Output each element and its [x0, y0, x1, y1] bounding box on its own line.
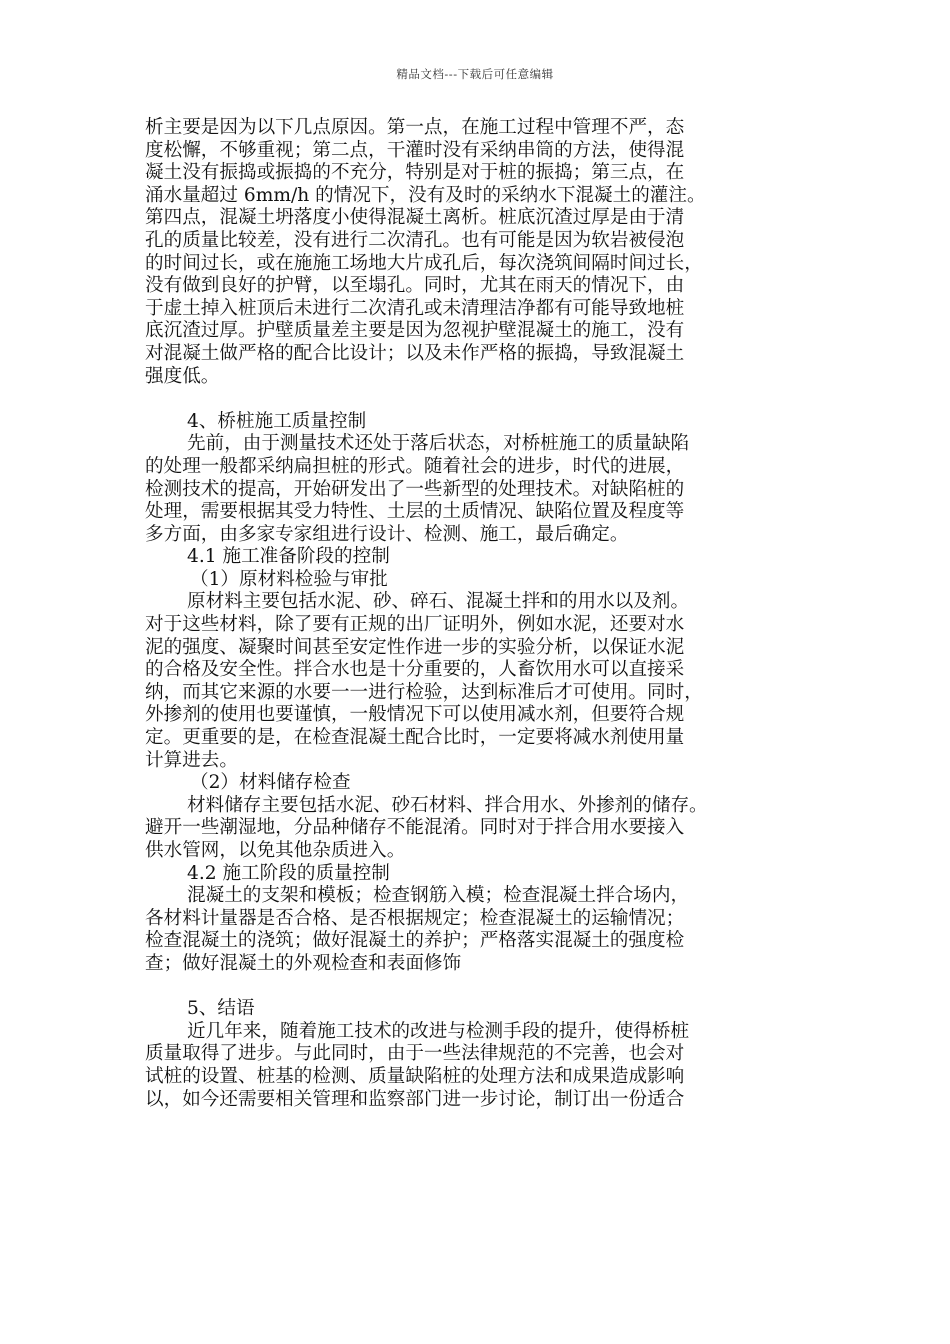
paragraph-line: 多方面，由多家专家组进行设计、检测、施工，最后确定。	[145, 523, 629, 545]
paragraph	[145, 1021, 813, 1111]
heading-text: 4.2 施工阶段的质量控制	[187, 862, 390, 884]
section-heading	[145, 546, 813, 569]
paragraph	[145, 433, 813, 546]
heading-text: （2）材料储存检查	[190, 772, 351, 794]
paragraph-line: 强度低。	[145, 365, 220, 387]
paragraph-line: 纳，而其它来源的水要一一进行检验，达到标准后才可使用。同时，	[145, 681, 703, 703]
paragraph-line: 的处理一般都采纳扁担桩的形式。随着社会的进步，时代的进展，	[145, 455, 685, 477]
paragraph-line: 计算进去。	[145, 749, 238, 771]
paragraph-line: 以，如今还需要相关管理和监察部门进一步讨论，制订出一份适合	[145, 1088, 685, 1110]
paragraph-line: 底沉渣过厚。护壁质量差主要是因为忽视护壁混凝土的施工，没有	[145, 320, 685, 342]
document-body	[145, 117, 813, 1111]
paragraph-line: 先前，由于测量技术还处于落后状态，对桥桩施工的质量缺陷	[187, 433, 690, 455]
paragraph-line: 供水管网，以免其他杂质进入。	[145, 840, 406, 861]
paragraph-line: 对混凝土做严格的配合比设计；以及未作严格的振捣，导致混凝土	[145, 342, 685, 364]
paragraph-line: 定。更重要的是，在检查混凝土配合比时，一定要将减水剂使用量	[145, 727, 685, 749]
paragraph-line: 度松懈，不够重视；第二点，干灌时没有采纳串筒的方法，使得混	[145, 139, 685, 161]
heading-text: 4.1 施工准备阶段的控制	[187, 546, 390, 568]
paragraph-line: 处理，需要根据其受力特性、土层的土质情况、缺陷位置及程度等	[145, 501, 685, 523]
paragraph-line: 近几年来，随着施工技术的改进与检测手段的提升，使得桥桩	[187, 1020, 690, 1042]
paragraph-line: 外掺剂的使用也要谨慎，一般情况下可以使用减水剂，但要符合规	[145, 704, 685, 726]
paragraph-line: 析主要是因为以下几点原因。第一点，在施工过程中管理不严，态	[145, 117, 685, 138]
paragraph-line: 孔的质量比较差，没有进行二次清孔。也有可能是因为软岩被侵泡	[145, 229, 685, 251]
paragraph-line: 材料储存主要包括水泥、砂石材料、拌合用水、外掺剂的储存。	[187, 794, 708, 816]
paragraph-line: 试桩的设置、桩基的检测、质量缺陷桩的处理方法和成果造成影响	[145, 1065, 685, 1087]
paragraph-line: 各材料计量器是否合格、是否根据规定；检查混凝土的运输情况；	[145, 907, 685, 929]
paragraph-line: 混凝土的支架和模板；检查钢筋入模；检查混凝土拌合场内，	[187, 885, 690, 907]
page-header: 精品文档---下载后可任意编辑	[396, 67, 554, 81]
paragraph-line: 检测技术的提高，开始研发出了一些新型的处理技术。对缺陷桩的	[145, 478, 685, 500]
blank-line	[145, 976, 813, 999]
paragraph	[145, 795, 813, 863]
section-heading	[145, 569, 813, 592]
paragraph-line: 涌水量超过 6mm/h 的情况下，没有及时的采纳水下混凝土的灌注。	[145, 184, 706, 206]
heading-text: 5、结语	[187, 998, 255, 1020]
paragraph-line: 的合格及安全性。拌合水也是十分重要的，人畜饮用水可以直接采	[145, 659, 685, 681]
paragraph-line: 没有做到良好的护臂，以至塌孔。同时，尤其在雨天的情况下，由	[145, 275, 685, 297]
paragraph	[145, 885, 813, 975]
paragraph-line: 原材料主要包括水泥、砂、碎石、混凝土拌和的用水以及剂。	[187, 591, 690, 613]
paragraph-line: 对于这些材料，除了要有正规的出厂证明外，例如水泥，还要对水	[145, 614, 685, 636]
heading-text: （1）原材料检验与审批	[190, 568, 388, 590]
paragraph-line: 查；做好混凝土的外观检查和表面修饰	[145, 952, 462, 974]
paragraph-line: 检查混凝土的浇筑；做好混凝土的养护；严格落实混凝土的强度检	[145, 930, 685, 952]
section-heading	[145, 998, 813, 1021]
heading-text: 4、桥桩施工质量控制	[187, 410, 367, 432]
paragraph-line: 质量取得了进步。与此同时，由于一些法律规范的不完善，也会对	[145, 1043, 685, 1065]
paragraph-line: 的时间过长，或在施施工场地大片成孔后，每次浇筑间隔时间过长，	[145, 252, 703, 274]
paragraph	[145, 117, 813, 388]
section-heading	[145, 411, 813, 434]
paragraph-line: 泥的强度、凝聚时间甚至安定性作进一步的实验分析，以保证水泥	[145, 636, 685, 658]
section-heading	[145, 772, 813, 795]
paragraph-line: 第四点，混凝土坍落度小使得混凝土离析。桩底沉渣过厚是由于清	[145, 207, 685, 229]
paragraph-line: 凝土没有振捣或振捣的不充分，特别是对于桩的振捣；第三点，在	[145, 162, 685, 184]
blank-line	[145, 388, 813, 411]
section-heading	[145, 863, 813, 886]
paragraph	[145, 591, 813, 772]
paragraph-line: 避开一些潮湿地，分品种储存不能混淆。同时对于拌合用水要接入	[145, 817, 685, 839]
paragraph-line: 于虚土掉入桩顶后未进行二次清孔或未清理洁净都有可能导致地桩	[145, 297, 685, 319]
